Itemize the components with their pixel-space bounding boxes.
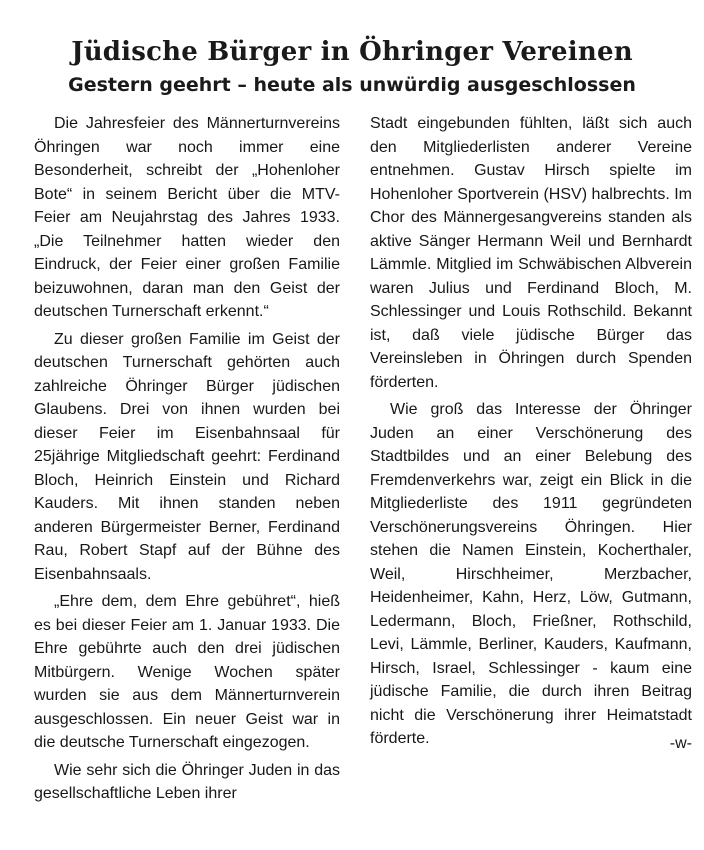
paragraph: Zu dieser großen Familie im Geist der deutschen Turnerschaft gehörten auch zahlreiche Öhringer Bürger jüdischen Glaubens. Drei von ihnen wurden bei dieser Feier im Eisenbahnsaal für 25jährige Mitgliedschaft geehrt: Ferdinand Bloch, Heinrich Einstein und Richard Kauders. Mit ihnen standen neben anderen Bürgermeister Berner, Ferdinand Rau, Robert Stapf auf der Bühne des Eisenbahnsaals. <box>34 330 340 583</box>
right-column <box>370 112 692 755</box>
paragraph: Wie sehr sich die Öhringer Juden in das gesellschaftliche Leben ihrer <box>34 761 340 802</box>
paragraph: „Ehre dem, dem Ehre gebühret“, hieß es bei dieser Feier am 1. Januar 1933. Die Ehre gebührte auch den drei jüdischen Mitbürgern. Wenige Wochen später wurden sie aus dem Männerturnverein ausgeschlossen. Ein neuer Geist war in die deutsche Turnerschaft eingezogen. <box>34 593 340 751</box>
paragraph: Stadt eingebunden fühlten, läßt sich auch den Mitgliederlisten anderer Vereine entnehmen. Gustav Hirsch spielte im Hohenloher Sportverein (HSV) halbrechts. Im Chor des Männergesangvereins standen als aktive Sänger Hermann Weil und Bernhardt Lämmle. Mitglied im Schwäbischen Albverein waren Julius und Ferdinand Bloch, M. Schlessinger und Louis Rothschild. Bekannt ist, daß viele jüdische Bürger das Vereinsleben in Öhringen durch Spenden förderten. <box>370 115 692 391</box>
paragraph: Die Jahresfeier des Männerturnvereins Öhringen war noch immer eine Besonderheit, schreibt der „Hohenloher Bote“ in seinem Bericht über die MTV-Feier am Neujahrstag des Jahres 1933. „Die Teilnehmer hatten wieder den Eindruck, der Feier einer großen Familie beizuwohnen, daran man den Geist der deutschen Turnerschaft erkennt.“ <box>34 115 340 320</box>
left-column <box>34 112 340 810</box>
article-subtitle: Gestern geehrt – heute als unwürdig ausgeschlossen <box>68 74 636 96</box>
article-title: Jüdische Bürger in Öhringer Vereinen <box>71 37 633 67</box>
author-signature: -w- <box>669 734 692 752</box>
paragraph: Wie groß das Interesse der Öhringer Juden an einer Verschönerung des Stadtbildes und an einer Belebung des Fremdenverkehrs war, zeigt ein Blick in die Mitgliederliste des 1911 gegründeten Verschönerungsvereins Öhringen. Hier stehen die Namen Einstein, Kocherthaler, Weil, Hirschheimer, Merzbacher, Heidenheimer, Kahn, Herz, Löw, Gutmann, Ledermann, Bloch, Frießner, Rothschild, Levi, Lämmle, Berliner, Kauders, Kaufmann, Hirsch, Israel, Schlessinger - kaum eine jüdische Familie, die durch ihren Beitrag nicht die Verschönerung ihrer Heimatstadt förderte. <box>370 401 692 747</box>
